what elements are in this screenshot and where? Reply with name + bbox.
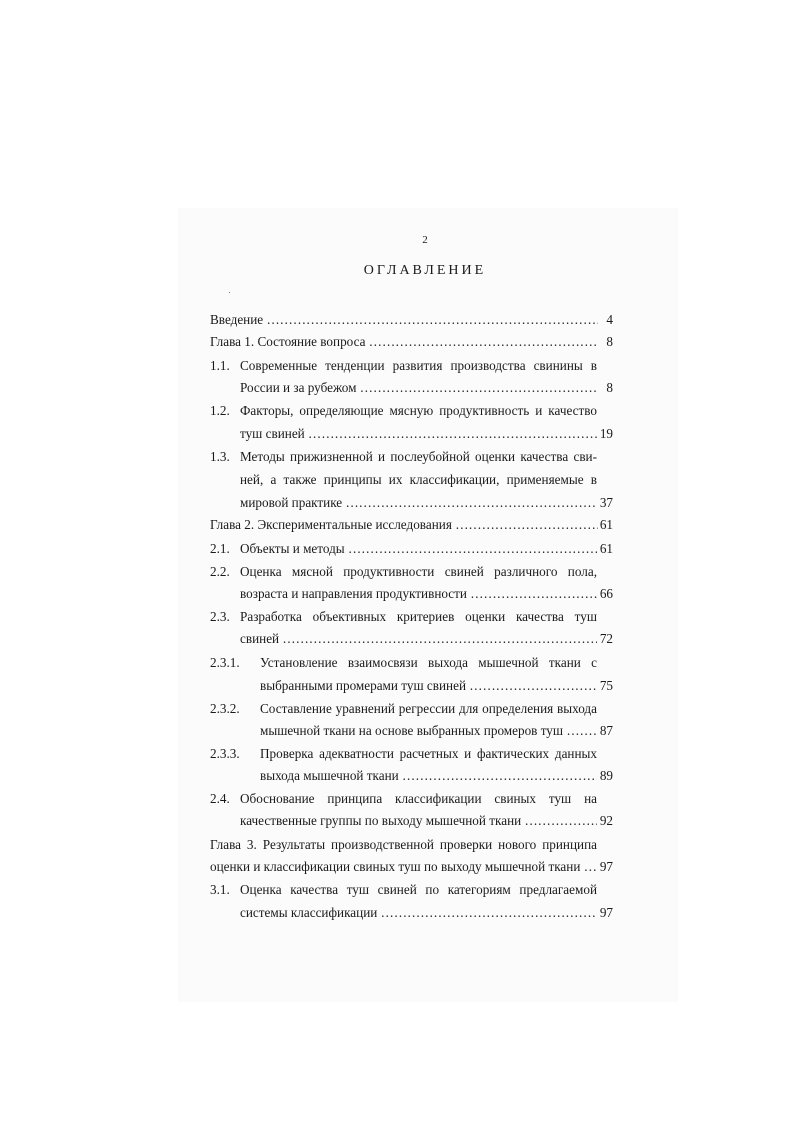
entry-number: 2.3.3. — [210, 746, 240, 761]
entry-number: 1.3. — [210, 449, 230, 464]
entry-text-line: Обоснование принципа классификации свиных туш на — [240, 791, 597, 806]
toc-entry-intro — [210, 309, 598, 331]
entry-page: 97 — [599, 905, 613, 920]
entry-text: туш свиней — [240, 426, 305, 441]
entry-text-line: Проверка адекватности расчетных и фактических данных — [260, 746, 597, 761]
entry-text-line: ней, а также принципы их классификации, применяемые в — [240, 472, 597, 487]
leader-dots — [470, 583, 597, 605]
entry-page: 19 — [599, 426, 613, 441]
entry-text: свиней — [240, 631, 280, 646]
toc-entry-chapter-3 — [210, 856, 597, 878]
entry-text-line: Методы прижизненной и послеубойной оценки качества сви- — [240, 449, 597, 464]
entry-number: 2.3.2. — [210, 701, 240, 716]
entry-text: качественные группы по выходу мышечной ткани — [240, 813, 522, 828]
entry-text-line: Факторы, определяющие мясную продуктивность и качество — [240, 403, 597, 418]
entry-text-line: Оценка качества туш свиней по категориям предлагаемой — [240, 882, 597, 897]
leader-dots — [402, 765, 597, 787]
leader-dots — [381, 902, 597, 924]
entry-text: Введение — [210, 312, 264, 327]
entry-number: 3.1. — [210, 882, 230, 897]
toc-entry-chapter-2 — [210, 514, 598, 536]
entry-text: Объекты и методы — [240, 541, 345, 556]
entry-text: системы классификации — [240, 905, 378, 920]
entry-text: мировой практике — [240, 495, 343, 510]
entry-text: возраста и направления продуктивности — [240, 586, 467, 601]
toc-entry-1-2 — [240, 423, 597, 445]
leader-dots — [360, 377, 597, 399]
entry-number: 2.1. — [210, 541, 230, 556]
entry-number: 1.2. — [210, 403, 230, 418]
entry-text: мышечной ткани на основе выбранных промеров туш — [260, 723, 564, 738]
leader-dots — [266, 309, 598, 331]
entry-page: 87 — [599, 723, 613, 738]
entry-page: 8 — [606, 380, 613, 395]
entry-number: 1.1. — [210, 358, 230, 373]
toc-entry-2-3-2 — [260, 720, 597, 742]
entry-page: 92 — [599, 813, 613, 828]
scan-speck — [229, 292, 230, 293]
entry-page: 37 — [599, 495, 613, 510]
entry-text: выбранными промерами туш свиней — [260, 678, 466, 693]
toc-entry-chapter-1 — [210, 331, 598, 353]
entry-number: 2.2. — [210, 564, 230, 579]
leader-dots — [282, 628, 597, 650]
entry-text-line: Современные тенденции развития производства свинины в — [240, 358, 597, 373]
toc-entry-2-2 — [240, 583, 597, 605]
entry-text: Глава 2. Экспериментальные исследования — [210, 517, 452, 532]
leader-dots — [369, 331, 598, 353]
entry-page: 8 — [606, 334, 613, 349]
toc-entry-2-1 — [240, 538, 597, 560]
entry-number: 2.3. — [210, 609, 230, 624]
leader-dots — [469, 675, 597, 697]
entry-number: 2.4. — [210, 791, 230, 806]
leader-dots — [455, 514, 598, 536]
entry-text: Глава 1. Состояние вопроса — [210, 334, 366, 349]
page-number: 2 — [422, 234, 428, 246]
toc-entry-2-3 — [240, 628, 597, 650]
entry-text-line: Оценка мясной продуктивности свиней различного пола, — [240, 564, 597, 579]
leader-dots — [345, 492, 597, 514]
toc-entry-3-1 — [240, 902, 597, 924]
toc-entry-2-3-3 — [260, 765, 597, 787]
toc-entry-2-3-1 — [260, 675, 597, 697]
entry-page: 72 — [599, 631, 613, 646]
toc-entry-1-1 — [240, 377, 597, 399]
entry-text: России и за рубежом — [240, 380, 357, 395]
entry-page: 66 — [599, 586, 613, 601]
entry-text-line: Составление уравнений регрессии для определения выхода — [260, 701, 597, 716]
entry-text: выхода мышечной ткани — [260, 768, 399, 783]
entry-page: 89 — [599, 768, 613, 783]
leader-dots — [348, 538, 597, 560]
entry-text: оценки и классификации свиных туш по выходу мышечной ткани — [210, 859, 581, 874]
entry-number: 2.3.1. — [210, 655, 240, 670]
toc-entry-2-4 — [240, 810, 597, 832]
toc-entry-1-3 — [240, 492, 597, 514]
entry-page: 97 — [599, 859, 613, 874]
entry-page: 61 — [599, 541, 613, 556]
entry-text-line: Глава 3. Результаты производственной проверки нового принципа — [210, 837, 597, 852]
leader-dots — [308, 423, 597, 445]
entry-text-line: Установление взаимосвязи выхода мышечной ткани с — [260, 655, 597, 670]
entry-text-line: Разработка объективных критериев оценки качества туш — [240, 609, 597, 624]
entry-page: 4 — [606, 312, 613, 327]
toc-title: ОГЛАВЛЕНИЕ — [363, 263, 487, 278]
entry-page: 75 — [599, 678, 613, 693]
entry-page: 61 — [599, 517, 613, 532]
